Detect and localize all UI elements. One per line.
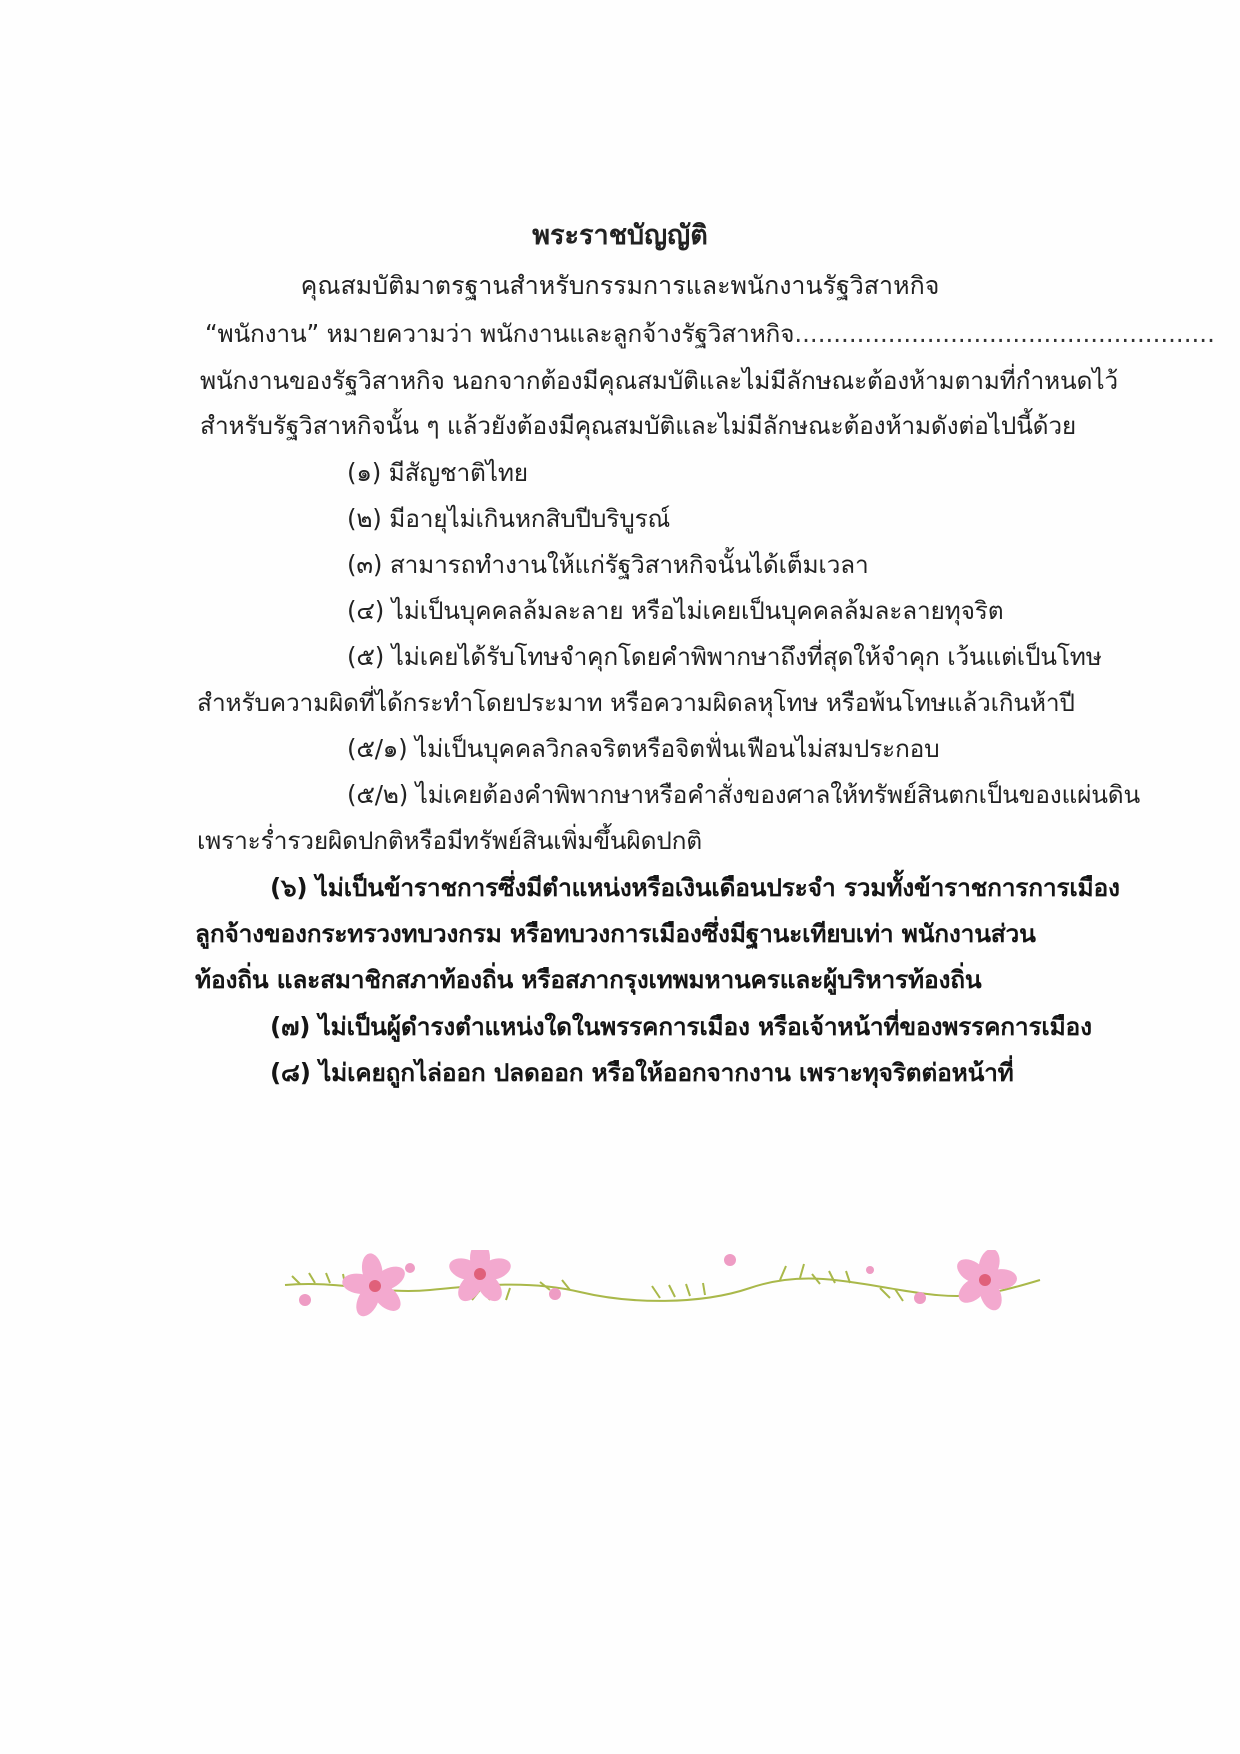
floral-vine-ornament [280,1250,1050,1330]
item-5-1: (๕/๑) ไม่เป็นบุคคลวิกลจริตหรือจิตฟั่นเฟือนไม่สมประกอบ [347,734,940,763]
item-5-2-line-1: (๕/๒) ไม่เคยต้องคำพิพากษาหรือคำสั่งของศาลให้ทรัพย์สินตกเป็นของแผ่นดิน [347,780,1141,809]
item-5-line-2: สำหรับความผิดที่ได้กระทำโดยประมาท หรือความผิดลหุโทษ หรือพ้นโทษแล้วเกินห้าปี [197,688,1075,717]
item-3: (๓) สามารถทำงานให้แก่รัฐวิสาหกิจนั้นได้เต็มเวลา [347,550,869,579]
item-4: (๔) ไม่เป็นบุคคลล้มละลาย หรือไม่เคยเป็นบุคคลล้มละลายทุจริต [347,596,1004,625]
item-6-line-1: (๖) ไม่เป็นข้าราชการซึ่งมีตำแหน่งหรือเงินเดือนประจำ รวมทั้งข้าราชการการเมือง [270,873,1120,902]
item-8: (๘) ไม่เคยถูกไล่ออก ปลดออก หรือให้ออกจากงาน เพราะทุจริตต่อหน้าที่ [270,1058,1014,1087]
item-5-2-line-2: เพราะร่ำรวยผิดปกติหรือมีทรัพย์สินเพิ่มขึ้นผิดปกติ [197,826,702,855]
flower-2-icon [446,1250,513,1306]
intro-line-2: สำหรับรัฐวิสาหกิจนั้น ๆ แล้วยังต้องมีคุณสมบัติและไม่มีลักษณะต้องห้ามดังต่อไปนี้ด้วย [200,411,1077,440]
definition-text: “พนักงาน” หมายความว่า พนักงานและลูกจ้างรัฐวิสาหกิจ [205,319,795,348]
flower-3-icon [953,1250,1018,1313]
definition-dots: ...................................................... [794,319,1215,348]
item-2: (๒) มีอายุไม่เกินหกสิบปีบริบูรณ์ [347,504,671,533]
item-7: (๗) ไม่เป็นผู้ดำรงตำแหน่งใดในพรรคการเมือง หรือเจ้าหน้าที่ของพรรคการเมือง [270,1012,1092,1041]
item-6-line-2: ลูกจ้างของกระทรวงทบวงกรม หรือทบวงการเมืองซึ่งมีฐานะเทียบเท่า พนักงานส่วน [195,919,1036,948]
item-1: (๑) มีสัญชาติไทย [347,458,528,487]
document-title: พระราชบัญญัติ [532,220,708,251]
item-5-line-1: (๕) ไม่เคยได้รับโทษจำคุกโดยคำพิพากษาถึงที่สุดให้จำคุก เว้นแต่เป็นโทษ [347,642,1102,671]
item-6-line-3: ท้องถิ่น และสมาชิกสภาท้องถิ่น หรือสภากรุงเทพมหานครและผู้บริหารท้องถิ่น [195,965,982,994]
definition-line [205,317,1215,351]
document-subtitle: คุณสมบัติมาตรฐานสำหรับกรรมการและพนักงานรัฐวิสาหกิจ [300,271,940,300]
flower-1-icon [341,1252,409,1320]
intro-line-1: พนักงานของรัฐวิสาหกิจ นอกจากต้องมีคุณสมบัติและไม่มีลักษณะต้องห้ามตามที่กำหนดไว้ [200,366,1118,395]
